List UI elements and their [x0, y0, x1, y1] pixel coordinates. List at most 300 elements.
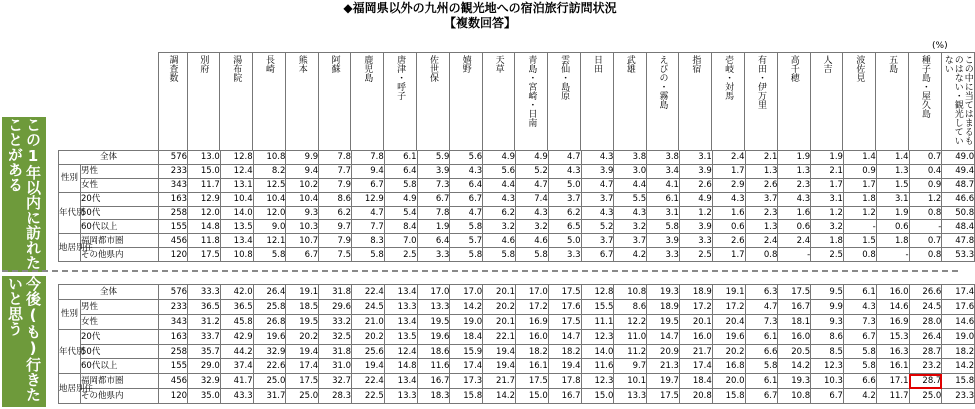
data-cell: 10.8	[614, 285, 647, 300]
data-cell: 32.9	[253, 344, 286, 359]
data-cell: 13.4	[384, 314, 417, 329]
data-cell: 17.6	[548, 299, 581, 314]
row-label: 50代	[81, 206, 159, 220]
data-cell: 22.1	[483, 329, 516, 344]
section-label-visited: この1年以内に訪れたことがある	[2, 117, 46, 272]
data-cell: 3.2	[614, 220, 647, 234]
data-cell: 31.7	[253, 389, 286, 404]
unit-label: (%)	[932, 41, 948, 51]
data-cell: 1.9	[876, 206, 909, 220]
data-cell: 14.2	[450, 299, 483, 314]
data-cell: 19.4	[352, 359, 385, 374]
data-cell: 33.7	[188, 329, 221, 344]
data-cell: 456	[159, 234, 188, 248]
data-cell: 13.3	[384, 389, 417, 404]
data-cell: 4.9	[384, 192, 417, 206]
data-cell: 18.6	[417, 344, 450, 359]
data-cell: 1.2	[811, 206, 844, 220]
column-header: 鹿児島	[351, 53, 384, 151]
data-cell: 14.2	[483, 389, 516, 404]
data-cell: 1.3	[745, 220, 778, 234]
data-cell: 21.7	[679, 344, 712, 359]
data-cell: 5.8	[515, 248, 548, 262]
data-cell: 6.4	[384, 164, 417, 178]
data-cell: 15.3	[876, 329, 909, 344]
data-cell: 14.8	[188, 220, 221, 234]
data-cell: 8.6	[811, 329, 844, 344]
data-cell: 1.6	[778, 206, 811, 220]
column-header: 唐津・呼子	[384, 53, 417, 151]
data-cell: 5.4	[384, 206, 417, 220]
data-cell: 3.1	[647, 206, 680, 220]
row-group-label: 地居別住	[59, 374, 81, 404]
data-cell: 1.9	[811, 151, 844, 165]
data-cell: 19.0	[450, 314, 483, 329]
data-cell: 15.5	[581, 299, 614, 314]
data-cell: 155	[159, 220, 188, 234]
data-cell: 5.0	[548, 234, 581, 248]
data-cell: 46.6	[942, 192, 975, 206]
row-group-label: 性別	[59, 164, 81, 192]
data-cell: 29.6	[319, 299, 352, 314]
data-cell: 2.4	[712, 151, 745, 165]
data-cell: 4.3	[581, 206, 614, 220]
data-cell: 0.9	[843, 164, 876, 178]
data-cell: 6.4	[450, 178, 483, 192]
data-cell: 1.3	[745, 164, 778, 178]
data-cell: 41.7	[220, 374, 253, 389]
data-cell: 2.5	[679, 248, 712, 262]
column-header: 佐世保	[417, 53, 450, 151]
data-cell: 5.5	[614, 192, 647, 206]
column-header: 五島	[876, 53, 909, 151]
data-cell: 19.1	[712, 285, 745, 300]
data-cell: 6.7	[417, 192, 450, 206]
row-label: 福岡都市圏	[81, 234, 159, 248]
data-cell: 1.9	[778, 151, 811, 165]
data-cell: 3.9	[417, 164, 450, 178]
data-cell: 28.7	[909, 344, 942, 359]
data-cell: 49.4	[942, 164, 975, 178]
data-cell: 23.3	[942, 389, 975, 404]
data-cell: 1.2	[909, 192, 942, 206]
data-cell: 5.8	[450, 248, 483, 262]
data-cell: 4.3	[778, 192, 811, 206]
data-cell: 16.9	[876, 314, 909, 329]
table-wish	[58, 284, 975, 404]
data-cell: 17.4	[286, 359, 319, 374]
data-cell: 10.8	[220, 248, 253, 262]
data-cell: 17.0	[515, 285, 548, 300]
data-cell: 13.4	[384, 285, 417, 300]
data-cell: 5.8	[745, 359, 778, 374]
data-cell: 16.1	[515, 359, 548, 374]
data-cell: 3.0	[614, 164, 647, 178]
data-cell: 3.2	[811, 220, 844, 234]
table-row	[59, 248, 975, 262]
data-cell: 5.8	[483, 248, 516, 262]
data-cell: 13.4	[220, 234, 253, 248]
data-cell: 2.5	[384, 248, 417, 262]
data-cell: 4.7	[581, 178, 614, 192]
data-cell: 4.9	[515, 151, 548, 165]
data-cell: 17.5	[188, 248, 221, 262]
data-cell: 456	[159, 374, 188, 389]
data-cell: 155	[159, 359, 188, 374]
data-cell: 0.8	[745, 248, 778, 262]
data-cell: 3.7	[548, 192, 581, 206]
data-cell: 22.5	[352, 389, 385, 404]
data-cell: 0.8	[843, 248, 876, 262]
data-cell: 20.2	[286, 329, 319, 344]
data-cell: 10.4	[253, 192, 286, 206]
data-cell: 163	[159, 192, 188, 206]
data-cell: 1.3	[778, 164, 811, 178]
data-cell: 26.4	[253, 285, 286, 300]
data-cell: 5.6	[483, 164, 516, 178]
data-cell: 17.5	[778, 285, 811, 300]
data-cell: 2.6	[745, 178, 778, 192]
data-cell: 2.3	[745, 206, 778, 220]
column-header: 人吉	[810, 53, 843, 151]
data-cell: 16.7	[548, 389, 581, 404]
table-row	[59, 151, 975, 165]
data-cell: 11.0	[614, 329, 647, 344]
data-cell: 6.7	[843, 329, 876, 344]
section-label-wish: 今後(も)行きたいと思う	[2, 276, 46, 407]
column-header: 高千穂	[777, 53, 810, 151]
data-cell: 17.2	[515, 299, 548, 314]
data-cell: 0.4	[909, 164, 942, 178]
row-label: 60代以上	[81, 359, 159, 374]
data-cell: 9.4	[352, 164, 385, 178]
data-cell: 21.3	[647, 359, 680, 374]
data-cell: 0.9	[909, 178, 942, 192]
data-cell: 2.1	[745, 151, 778, 165]
data-cell: 120	[159, 389, 188, 404]
data-cell: 10.3	[286, 220, 319, 234]
data-cell: 3.2	[483, 220, 516, 234]
data-cell: 6.1	[647, 192, 680, 206]
data-cell: 5.8	[843, 344, 876, 359]
data-cell: 3.9	[679, 164, 712, 178]
data-cell: 20.2	[712, 344, 745, 359]
data-cell: 19.5	[417, 314, 450, 329]
data-cell: 47.8	[942, 234, 975, 248]
data-cell: 25.0	[909, 389, 942, 404]
data-cell: 16.0	[515, 329, 548, 344]
data-cell: 14.6	[876, 299, 909, 314]
data-cell: 10.8	[778, 389, 811, 404]
data-cell: 16.7	[778, 299, 811, 314]
data-cell: 2.5	[811, 248, 844, 262]
data-cell: 13.1	[220, 178, 253, 192]
data-cell: 120	[159, 248, 188, 262]
data-cell: 13.3	[417, 299, 450, 314]
data-cell: 9.4	[286, 164, 319, 178]
data-cell: 4.7	[548, 151, 581, 165]
data-cell: 12.4	[384, 344, 417, 359]
data-cell: 4.2	[614, 248, 647, 262]
column-header: 調査数	[158, 53, 187, 151]
data-cell: 12.5	[253, 178, 286, 192]
data-cell: 17.6	[942, 299, 975, 314]
table-row	[59, 164, 975, 178]
row-label: 男性	[81, 164, 159, 178]
data-cell: 4.3	[515, 206, 548, 220]
data-cell: 10.7	[286, 234, 319, 248]
column-header: 日田	[581, 53, 614, 151]
data-cell: 16.0	[876, 285, 909, 300]
data-cell: 24.5	[909, 299, 942, 314]
data-cell: 4.3	[483, 192, 516, 206]
data-cell: 19.4	[483, 344, 516, 359]
table-row	[59, 344, 975, 359]
data-cell: 17.0	[450, 285, 483, 300]
data-cell: 20.8	[679, 389, 712, 404]
data-cell: 4.3	[614, 206, 647, 220]
data-cell: 19.4	[483, 359, 516, 374]
data-cell: 48.7	[942, 178, 975, 192]
table-row	[59, 192, 975, 206]
data-cell: 11.7	[188, 178, 221, 192]
table-row	[59, 389, 975, 404]
data-cell: 4.3	[450, 164, 483, 178]
data-cell: 43.3	[220, 389, 253, 404]
data-cell: 0.8	[909, 206, 942, 220]
row-label: 福岡都市圏	[81, 374, 159, 389]
data-cell: 15.0	[188, 164, 221, 178]
data-cell: 0.6	[876, 220, 909, 234]
column-header: 青島・宮崎・日南	[515, 53, 548, 151]
data-cell: 9.5	[811, 285, 844, 300]
data-cell: 8.2	[253, 164, 286, 178]
data-cell: 31.8	[319, 285, 352, 300]
row-label: 60代以上	[81, 220, 159, 234]
row-label: 50代	[81, 344, 159, 359]
data-cell: 15.8	[712, 389, 745, 404]
data-cell: 1.8	[811, 234, 844, 248]
data-cell: 17.2	[712, 299, 745, 314]
data-cell: 9.7	[614, 359, 647, 374]
data-cell: 5.8	[647, 220, 680, 234]
row-label: その他県内	[81, 389, 159, 404]
column-header: 湯布院	[220, 53, 253, 151]
data-cell: 6.6	[745, 344, 778, 359]
column-header: この中に当てはまるものはない・観光していない	[941, 53, 974, 151]
data-cell: 19.4	[548, 359, 581, 374]
data-cell: 0.7	[909, 151, 942, 165]
data-cell: 12.3	[581, 374, 614, 389]
data-cell: 10.3	[811, 374, 844, 389]
data-cell: 16.0	[679, 329, 712, 344]
data-cell: 6.1	[384, 151, 417, 165]
data-cell: 4.3	[548, 164, 581, 178]
data-cell: 19.6	[417, 329, 450, 344]
column-header: 熊本	[285, 53, 318, 151]
data-cell: 35.7	[188, 344, 221, 359]
data-cell: 9.9	[286, 151, 319, 165]
data-cell: 7.7	[352, 220, 385, 234]
data-cell: 14.8	[384, 359, 417, 374]
data-cell: 17.5	[515, 374, 548, 389]
row-group-label: 地居別住	[59, 234, 81, 262]
data-cell: 20.1	[483, 314, 516, 329]
data-cell: 21.0	[352, 314, 385, 329]
data-cell: 5.2	[581, 220, 614, 234]
column-header: 種子島・屋久島	[909, 53, 942, 151]
data-cell: 17.5	[548, 314, 581, 329]
column-header: 有田・伊万里	[745, 53, 778, 151]
column-header: 壱岐・対馬	[712, 53, 745, 151]
data-cell: 29.0	[188, 359, 221, 374]
data-cell: 4.7	[450, 206, 483, 220]
data-cell: 18.5	[286, 299, 319, 314]
data-cell: 19.3	[778, 374, 811, 389]
data-cell: 3.1	[679, 151, 712, 165]
data-cell: 13.5	[384, 329, 417, 344]
data-cell: 7.3	[745, 314, 778, 329]
data-cell: 3.9	[581, 164, 614, 178]
data-cell: 18.1	[778, 314, 811, 329]
data-cell: 7.5	[319, 248, 352, 262]
data-cell: 19.7	[647, 374, 680, 389]
column-header: 阿蘇	[318, 53, 351, 151]
data-cell: 18.4	[679, 374, 712, 389]
data-cell: 2.9	[712, 178, 745, 192]
data-cell: 11.7	[876, 389, 909, 404]
data-cell: 4.7	[745, 299, 778, 314]
data-cell: 20.4	[712, 314, 745, 329]
data-cell: 10.4	[220, 192, 253, 206]
data-cell: 12.4	[220, 164, 253, 178]
data-cell: 14.2	[942, 359, 975, 374]
data-cell: 5.8	[384, 178, 417, 192]
data-cell: 14.0	[581, 344, 614, 359]
data-cell: 26.8	[253, 314, 286, 329]
data-cell: 4.7	[352, 206, 385, 220]
data-cell: 343	[159, 178, 188, 192]
data-cell: 6.1	[745, 374, 778, 389]
data-cell: 5.2	[515, 164, 548, 178]
data-cell: 33.2	[319, 314, 352, 329]
data-cell: 12.0	[253, 206, 286, 220]
data-cell: 6.2	[319, 206, 352, 220]
data-cell: 10.1	[614, 374, 647, 389]
data-cell: 10.4	[286, 192, 319, 206]
data-cell: 3.9	[679, 220, 712, 234]
data-cell: 17.2	[679, 299, 712, 314]
highlighted-cell: 28.7	[909, 374, 942, 389]
data-cell: 12.0	[188, 206, 221, 220]
data-cell: 20.0	[712, 374, 745, 389]
data-cell: 2.6	[712, 234, 745, 248]
data-cell: -	[843, 220, 876, 234]
data-cell: 10.8	[253, 151, 286, 165]
data-cell: 11.6	[417, 359, 450, 374]
table-row	[59, 178, 975, 192]
data-cell: 28.3	[319, 389, 352, 404]
data-cell: 12.1	[253, 234, 286, 248]
data-cell: 21.7	[483, 374, 516, 389]
row-label: 20代	[81, 329, 159, 344]
data-cell: 6.2	[483, 206, 516, 220]
data-cell: 6.6	[843, 374, 876, 389]
data-cell: 42.0	[220, 285, 253, 300]
data-cell: 2.1	[811, 164, 844, 178]
data-cell: 18.9	[647, 299, 680, 314]
data-cell: 19.6	[712, 329, 745, 344]
data-cell: 28.0	[909, 314, 942, 329]
data-cell: -	[876, 248, 909, 262]
data-cell: 4.6	[483, 234, 516, 248]
data-cell: 4.3	[581, 151, 614, 165]
data-cell: 5.8	[843, 359, 876, 374]
data-cell: 20.2	[483, 299, 516, 314]
data-cell: 6.7	[581, 248, 614, 262]
data-cell: 8.3	[352, 234, 385, 248]
data-cell: 5.9	[417, 151, 450, 165]
data-cell: 8.4	[384, 220, 417, 234]
data-cell: 20.5	[778, 344, 811, 359]
data-cell: 0.6	[778, 220, 811, 234]
data-cell: 4.3	[712, 192, 745, 206]
data-cell: 4.9	[483, 151, 516, 165]
table-row	[59, 234, 975, 248]
data-cell: 9.9	[811, 299, 844, 314]
data-cell: 19.4	[286, 344, 319, 359]
data-cell: 14.7	[548, 329, 581, 344]
data-cell: 16.7	[417, 374, 450, 389]
column-header: 武雄	[613, 53, 646, 151]
row-label: その他県内	[81, 248, 159, 262]
data-cell: 3.1	[876, 192, 909, 206]
data-cell: 20.2	[352, 329, 385, 344]
data-cell: 17.8	[548, 374, 581, 389]
data-cell: 1.5	[843, 234, 876, 248]
data-cell: 22.4	[352, 374, 385, 389]
data-cell: 18.4	[450, 329, 483, 344]
data-cell: 18.2	[548, 344, 581, 359]
data-cell: 19.5	[286, 314, 319, 329]
data-cell: 49.0	[942, 151, 975, 165]
data-cell: 19.5	[647, 314, 680, 329]
data-cell: 1.2	[679, 206, 712, 220]
data-cell: 16.1	[876, 359, 909, 374]
data-cell: 1.7	[843, 178, 876, 192]
data-cell: 17.1	[876, 374, 909, 389]
data-cell: 50.8	[942, 206, 975, 220]
table-visited	[58, 150, 975, 262]
data-cell: 15.8	[450, 389, 483, 404]
data-cell: 9.3	[286, 206, 319, 220]
section-divider	[2, 270, 958, 272]
row-label: 男性	[81, 299, 159, 314]
data-cell: 17.4	[679, 359, 712, 374]
data-cell: 31.2	[188, 314, 221, 329]
page-subtitle: 【複数回答】	[443, 16, 516, 30]
data-cell: 11.8	[188, 234, 221, 248]
data-cell: 1.6	[712, 206, 745, 220]
row-group-label: 年代別	[59, 192, 81, 234]
data-cell: 1.4	[876, 151, 909, 165]
data-cell: 31.0	[319, 359, 352, 374]
table-row	[59, 220, 975, 234]
data-cell: 35.0	[188, 389, 221, 404]
data-cell: 12.2	[614, 314, 647, 329]
data-cell: 48.4	[942, 220, 975, 234]
data-cell: 4.3	[843, 299, 876, 314]
